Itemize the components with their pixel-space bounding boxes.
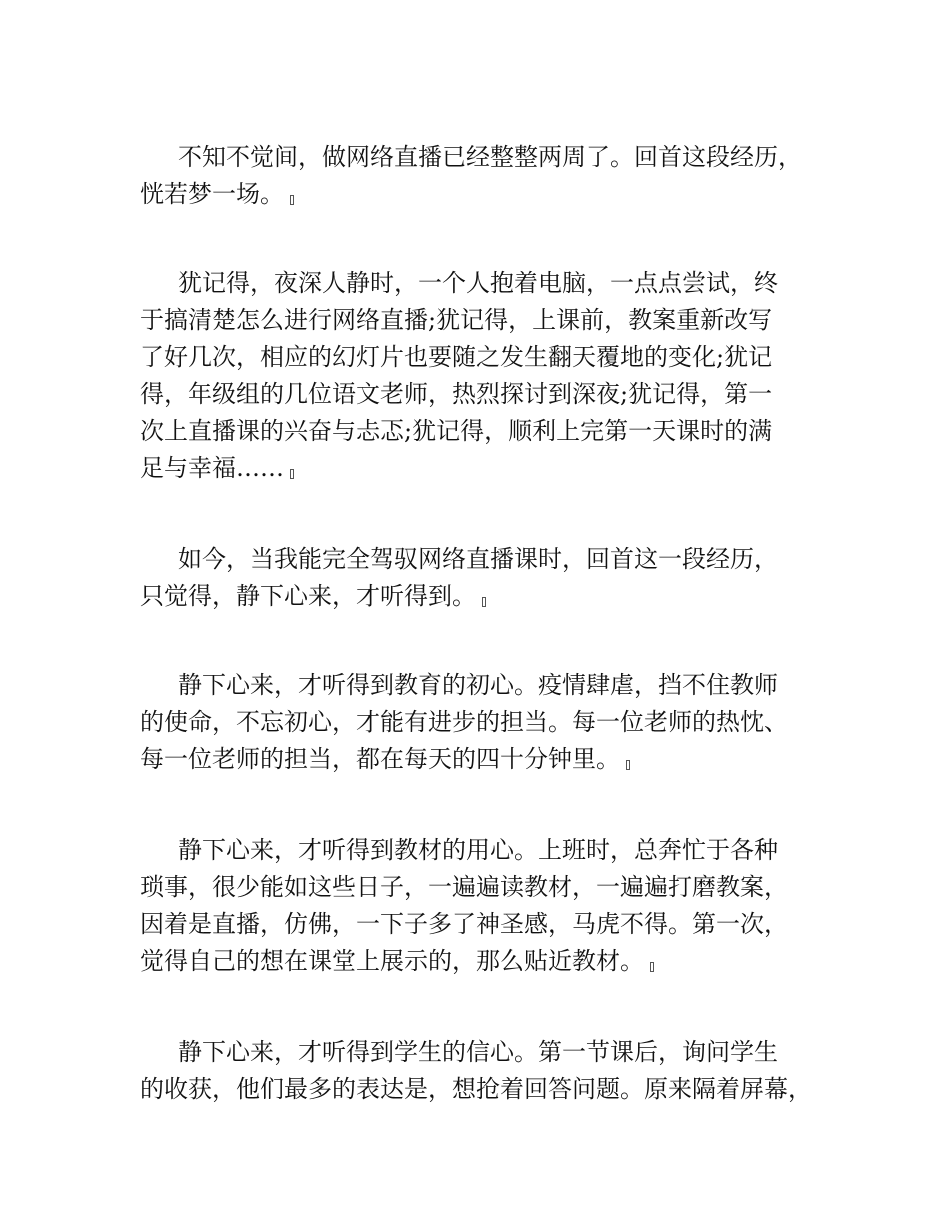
- paragraph-6: [140, 1034, 830, 1108]
- paragraph-line: 于搞清楚怎么进行网络直播;犹记得，上课前，教案重新改写: [140, 306, 773, 334]
- paragraph-line: 只觉得，静下心来，才听得到。: [140, 578, 830, 615]
- paragraph-mark-icon: [290, 469, 294, 479]
- paragraph-3: [140, 541, 830, 615]
- paragraph-2: [140, 265, 830, 487]
- paragraph-5: [140, 832, 830, 980]
- paragraph-line: 不知不觉间，做网络直播已经整整两周了。回首这段经历，: [178, 143, 802, 171]
- paragraph-line: 静下心来，才听得到教育的初心。疫情肆虐，挡不住教师: [178, 671, 778, 699]
- paragraph-line: 的使命，不忘初心，才能有进步的担当。每一位老师的热忱、: [140, 708, 788, 736]
- paragraph-line: 静下心来，才听得到教材的用心。上班时，总奔忙于各种: [178, 836, 778, 864]
- paragraph-mark-icon: [482, 597, 486, 607]
- paragraph-line: 得，年级组的几位语文老师，热烈探讨到深夜;犹记得，第一: [140, 380, 773, 408]
- paragraph-line: 因着是直播，仿佛，一下子多了神圣感，马虎不得。第一次，: [140, 910, 788, 938]
- paragraph-line: 琐事，很少能如这些日子，一遍遍读教材，一遍遍打磨教案，: [140, 873, 788, 901]
- paragraph-line: 每一位老师的担当，都在每天的四十分钟里。: [140, 741, 830, 778]
- paragraph-line: 足与幸福……: [140, 450, 830, 487]
- paragraph-mark-icon: [290, 195, 294, 205]
- paragraph-line: 觉得自己的想在课堂上展示的，那么贴近教材。: [140, 943, 830, 980]
- paragraph-line: 次上直播课的兴奋与忐忑;犹记得，顺利上完第一天课时的满: [140, 417, 773, 445]
- paragraph-line: 如今，当我能完全驾驭网络直播课时，回首这一段经历，: [178, 545, 778, 573]
- paragraph-mark-icon: [626, 760, 630, 770]
- paragraph-line: 静下心来，才听得到学生的信心。第一节课后，询问学生: [178, 1038, 778, 1066]
- paragraph-line: 了好几次，相应的幻灯片也要随之发生翻天覆地的变化;犹记: [140, 343, 773, 371]
- paragraph-line: 恍若梦一场。: [140, 176, 830, 213]
- paragraph-line: 犹记得，夜深人静时，一个人抱着电脑，一点点尝试，终: [178, 269, 778, 297]
- paragraph-line: 的收获，他们最多的表达是，想抢着回答问题。原来隔着屏幕，: [140, 1075, 812, 1103]
- paragraph-1: [140, 139, 830, 213]
- paragraph-4: [140, 667, 830, 778]
- paragraph-mark-icon: [650, 962, 654, 972]
